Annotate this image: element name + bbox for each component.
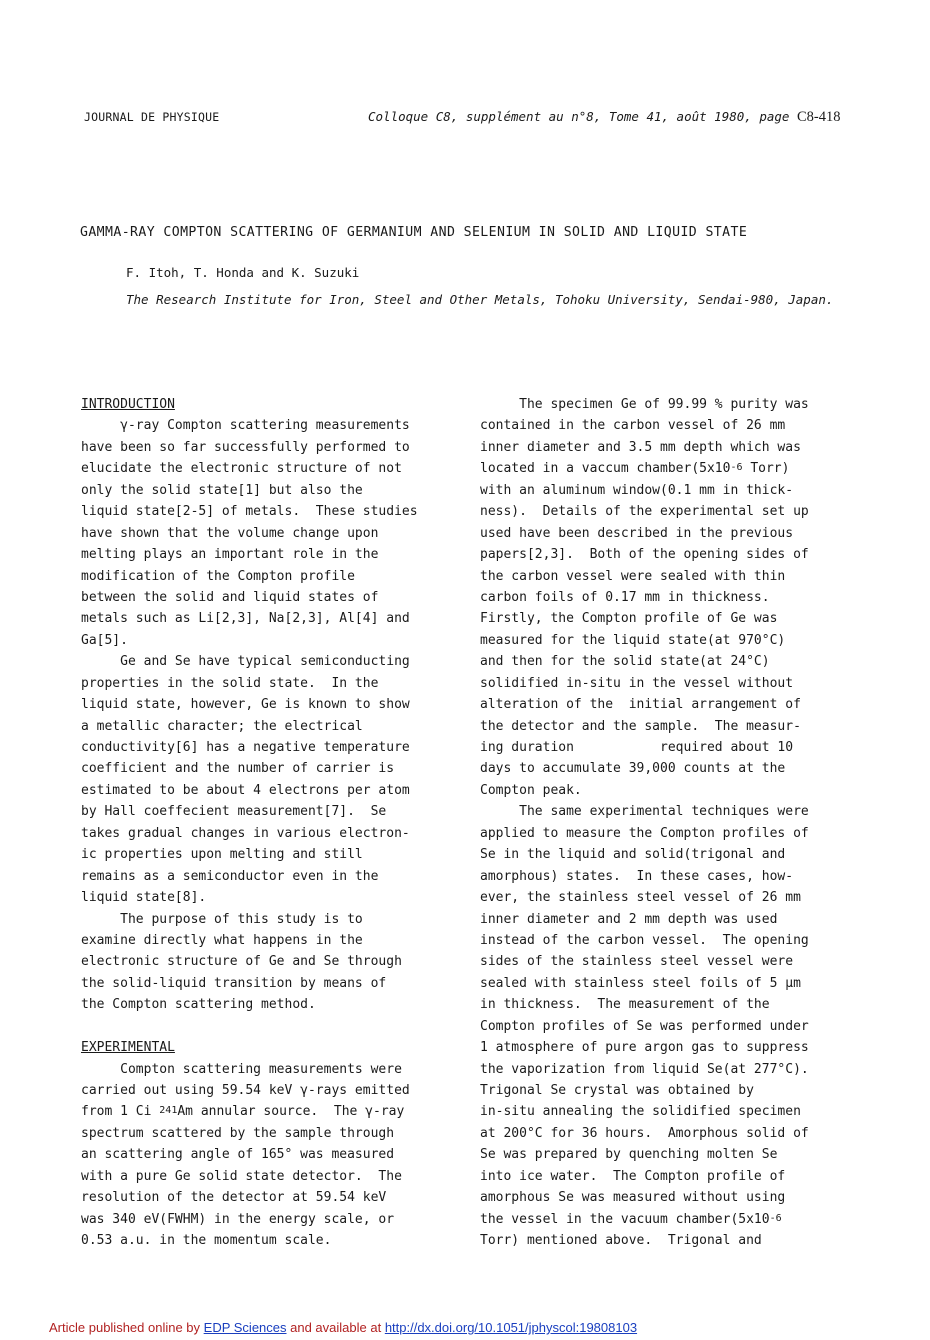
introduction-body xyxy=(81,415,418,1015)
body-line: conductivity[6] has a negative temperature xyxy=(81,740,410,755)
body-line-am241: from 1 Ci $^{241}$Am annular source. The γ-ray xyxy=(81,1104,405,1120)
section-heading-experimental: EXPERIMENTAL xyxy=(81,1040,175,1056)
body-line: Compton profiles of Se was performed under xyxy=(480,1018,809,1034)
body-line-vacuum-2: the vessel in the vacuum $chamber(5x10^{-6}$ xyxy=(480,1211,782,1227)
body-line: a metallic character; the electrical xyxy=(81,718,363,734)
body-line: Compton scattering measurements were xyxy=(81,1061,402,1077)
body-line: the Compton scattering method. xyxy=(81,997,316,1013)
body-line: The same experimental techniques were xyxy=(480,804,809,820)
body-line: with a pure Ge solid state detector. The xyxy=(81,1168,402,1184)
colloque-reference xyxy=(368,109,840,126)
body-line: coefficient and the number of carrier is xyxy=(81,761,395,777)
body-line: 1 atmosphere of pure argon gas to suppress xyxy=(480,1040,809,1056)
body-line: elucidate the electronic structure of not xyxy=(81,461,402,477)
body-line: inner diameter and 3.5 mm depth which was xyxy=(480,439,801,455)
body-line: have shown that the volume change upon xyxy=(81,525,379,541)
body-line: inner diameter and 2 mm depth was used xyxy=(480,911,778,927)
body-line: sides of the stainless steel vessel were xyxy=(480,954,794,970)
body-line: Se was prepared by quenching molten Se xyxy=(480,1147,778,1163)
body-line: Firstly, the Compton profile of Ge was xyxy=(480,611,778,627)
body-line: the carbon vessel were sealed with thin xyxy=(480,568,786,584)
section-heading-introduction: INTRODUCTION xyxy=(81,397,175,412)
body-line: instead of the carbon vessel. The opening xyxy=(480,932,809,948)
body-line: contained in the carbon vessel of 26 mm xyxy=(480,418,786,434)
body-line: with an aluminum window(0.1 mm in thick- xyxy=(480,482,794,498)
body-line: into ice water. The Compton profile of xyxy=(480,1168,786,1184)
left-column xyxy=(81,394,418,1252)
body-line: by Hall coeffecient measurement[7]. Se xyxy=(81,804,387,820)
body-line: spectrum scattered by the sample through xyxy=(81,1125,395,1141)
body-line: the vaporization from liquid Se(at 277°C). xyxy=(480,1061,809,1077)
body-line: at 200°C for 36 hours. Amorphous solid of xyxy=(480,1125,809,1141)
body-line: only the solid state[1] but also the xyxy=(81,482,363,498)
body-line: remains as a semiconductor even in the xyxy=(81,868,379,884)
experimental-body xyxy=(81,1123,418,1252)
body-line: Torr) mentioned above. Trigonal and xyxy=(480,1233,762,1249)
body-line: an scattering angle of 165° was measured xyxy=(81,1147,395,1163)
body-line: estimated to be about 4 electrons per atom xyxy=(81,782,410,798)
body-line: alteration of the initial arrangement of xyxy=(480,697,801,713)
body-line: Compton peak. xyxy=(480,782,582,798)
publication-footer: Article published online by EDP Sciences and available at http://dx.doi.org/10.1051/jphyscol:19808103 xyxy=(49,1320,638,1335)
body-line: liquid state[2-5] of metals. These studies xyxy=(81,504,418,520)
body-line: Ga[5]. xyxy=(81,632,128,648)
body-line: used have been described in the previous xyxy=(480,525,794,541)
body-line: ever, the stainless steel vessel of 26 mm xyxy=(480,890,801,906)
body-line: ing duration required about 10 xyxy=(480,740,794,755)
superscript-241: 241 xyxy=(159,1105,178,1117)
body-line: liquid state[8]. xyxy=(81,890,207,906)
body-line: Se in the liquid and solid(trigonal and xyxy=(480,847,786,863)
body-line: metals such as Li[2,3], Na[2,3], Al[4] and xyxy=(81,611,410,627)
authors: F. Itoh, T. Honda and K. Suzuki xyxy=(126,265,360,280)
right-body-a xyxy=(480,394,809,458)
body-line: sealed with stainless steel foils of 5 μm xyxy=(480,975,801,991)
body-line: 0.53 a.u. in the momentum scale. xyxy=(81,1233,332,1249)
doi-link[interactable]: http://dx.doi.org/10.1051/jphyscol:19808103 xyxy=(384,1320,638,1335)
journal-name: JOURNAL DE PHYSIQUE xyxy=(84,110,220,124)
body-line: solidified in-situ in the vessel without xyxy=(480,675,794,691)
body-line: in thickness. The measurement of the xyxy=(480,997,770,1013)
body-line: ness). Details of the experimental set up xyxy=(480,504,809,520)
body-line: liquid state, however, Ge is known to show xyxy=(81,697,410,713)
right-body-b xyxy=(480,480,809,1209)
body-line: days to accumulate 39,000 counts at the xyxy=(480,761,786,777)
body-line: modification of the Compton profile xyxy=(81,568,355,584)
body-line: electronic structure of Ge and Se through xyxy=(81,954,402,970)
body-line: was 340 eV(FWHM) in the energy scale, or xyxy=(81,1211,395,1227)
body-line: the solid-liquid transition by means of xyxy=(81,975,387,991)
body-line: carbon foils of 0.17 mm in thickness. xyxy=(480,589,770,605)
body-line: takes gradual changes in various electron- xyxy=(81,825,410,841)
body-line: carried out using 59.54 keV γ-rays emitted xyxy=(81,1083,410,1098)
body-line: Trigonal Se crystal was obtained by xyxy=(480,1083,754,1098)
right-column xyxy=(480,394,809,1252)
body-line: amorphous) states. In these cases, how- xyxy=(480,868,794,884)
body-line: The specimen Ge of 99.99 % purity was xyxy=(480,397,809,412)
body-line: between the solid and liquid states of xyxy=(81,589,379,605)
page-number: C8-418 xyxy=(796,109,841,125)
body-line: and then for the solid state(at 24°C) xyxy=(480,654,770,670)
publisher-link[interactable]: EDP Sciences xyxy=(203,1320,287,1335)
body-line: the detector and the sample. The measur- xyxy=(480,718,801,734)
body-line: properties in the solid state. In the xyxy=(81,675,379,691)
body-line: have been so far successfully performed to xyxy=(81,439,410,455)
body-line: applied to measure the Compton profiles of xyxy=(480,825,809,841)
body-line: Ge and Se have typical semiconducting xyxy=(81,654,410,670)
body-line: in-situ annealing the solidified specimen xyxy=(480,1104,801,1120)
body-line: amorphous Se was measured without using xyxy=(480,1190,786,1206)
body-line: examine directly what happens in the xyxy=(81,932,363,948)
body-line: The purpose of this study is to xyxy=(81,911,363,927)
body-line-vacuum: located in a vaccum $chamber(5x10^{-6}$ Torr) xyxy=(480,461,790,477)
superscript-exponent: -6 xyxy=(769,1212,782,1224)
body-line: resolution of the detector at 59.54 keV xyxy=(81,1190,387,1206)
affiliation: The Research Institute for Iron, Steel and Other Metals, Tohoku University, Sendai-980, Japan. xyxy=(126,292,834,307)
superscript-exponent: -6 xyxy=(730,462,743,474)
paper-title: GAMMA-RAY COMPTON SCATTERING OF GERMANIUM AND SELENIUM IN SOLID AND LIQUID STATE xyxy=(80,225,748,240)
body-line: measured for the liquid state(at 970°C) xyxy=(480,632,786,648)
body-line: melting plays an important role in the xyxy=(81,547,379,563)
colloque-text: Colloque C8, supplément au n°8, Tome 41, août 1980, page xyxy=(368,109,790,124)
body-line: papers[2,3]. Both of the opening sides of xyxy=(480,547,809,563)
body-line: ic properties upon melting and still xyxy=(81,847,363,863)
body-line: γ-ray Compton scattering measurements xyxy=(81,418,410,434)
